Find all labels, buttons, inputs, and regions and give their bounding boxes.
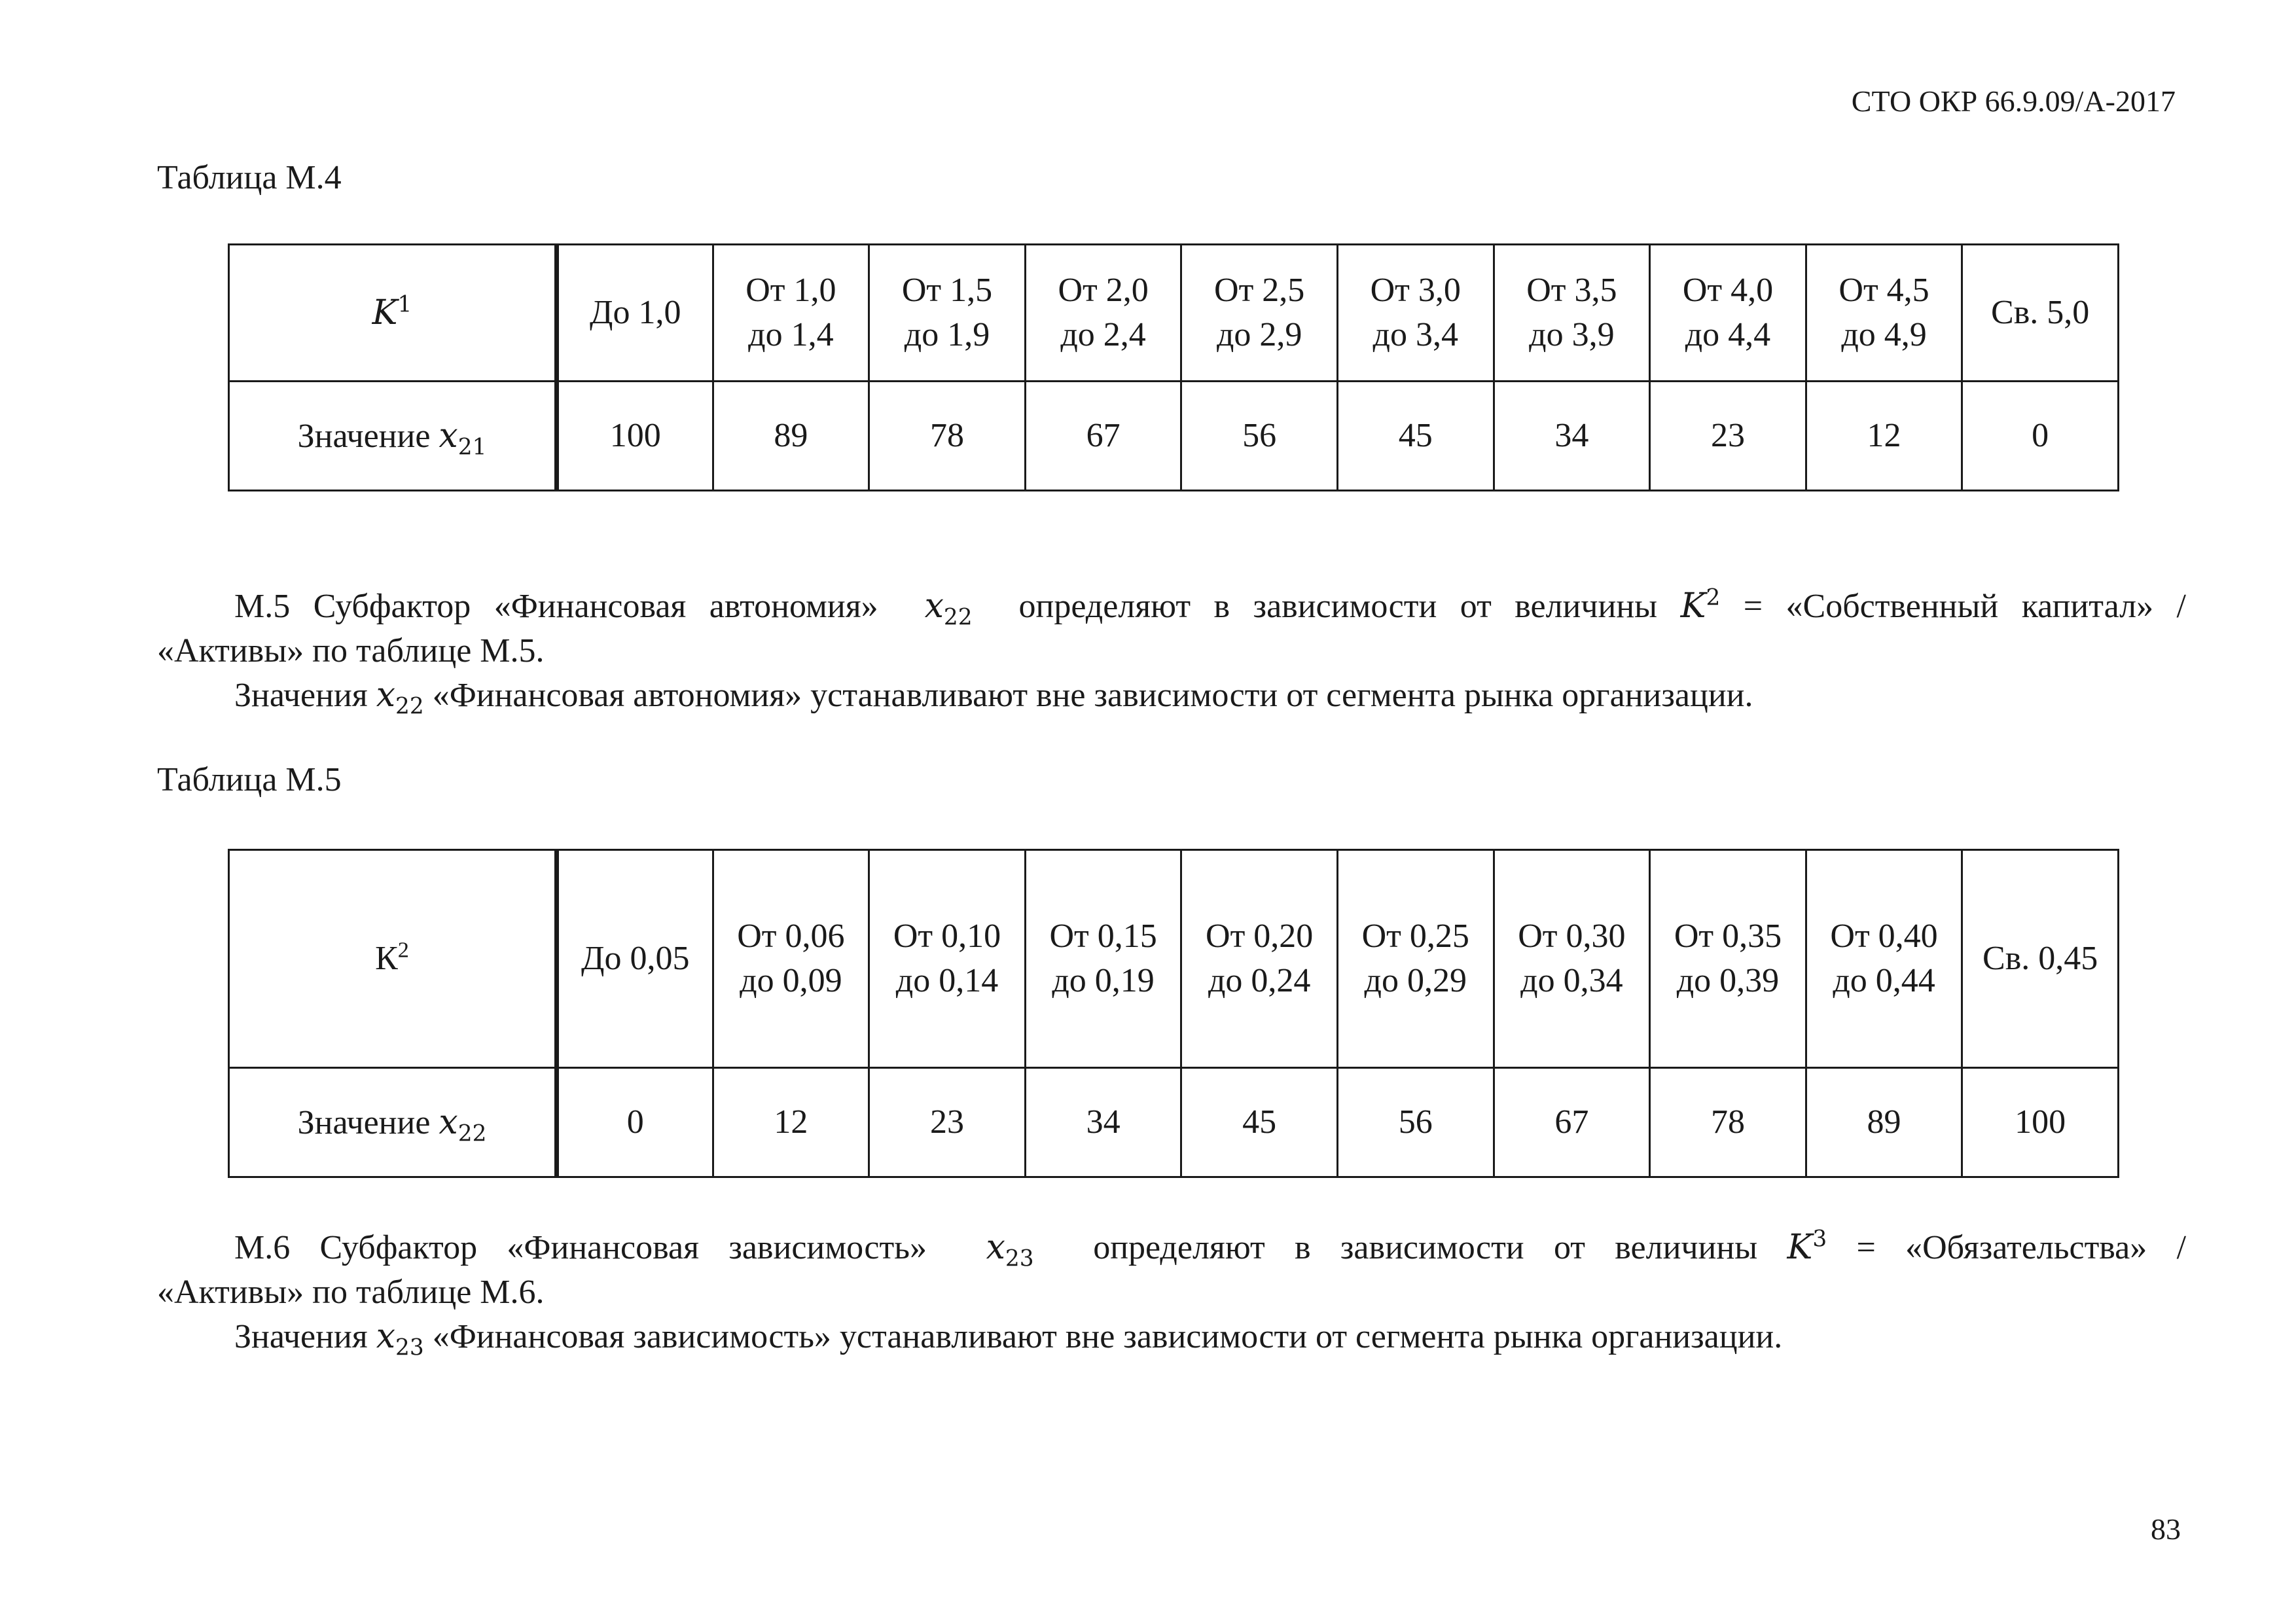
k3-symbol: K xyxy=(1787,1228,1813,1267)
range-line: До 1,0 xyxy=(590,294,681,331)
range-line: От 0,15 xyxy=(1049,918,1157,955)
range-line: От 0,25 xyxy=(1361,918,1469,955)
paragraph-m5 xyxy=(157,584,2186,673)
table-m5-header-cell xyxy=(229,850,557,1068)
k2-superscript: 2 xyxy=(397,937,409,963)
paragraph-text: определяют в зависимости от величины xyxy=(1093,1229,1758,1266)
range-line: От 0,06 xyxy=(737,918,845,955)
table-cell xyxy=(1181,850,1338,1068)
x22-symbol: x xyxy=(439,1102,458,1142)
range-line: до 1,9 xyxy=(904,316,990,353)
range-line: до 4,4 xyxy=(1685,316,1771,353)
paragraph-line xyxy=(157,1314,2186,1359)
document-code: СТО ОКР 66.9.09/А-2017 xyxy=(1851,84,2176,118)
range-line: От 2,5 xyxy=(1214,272,1305,309)
table-cell xyxy=(1025,245,1181,382)
range-line: От 3,0 xyxy=(1370,272,1461,309)
table-row xyxy=(229,850,2119,1068)
table-cell xyxy=(1806,850,1962,1068)
paragraph-line: «Активы» по таблице М.6. xyxy=(157,1274,545,1311)
table-cell xyxy=(1337,850,1494,1068)
x21-subscript: 21 xyxy=(457,433,487,460)
table-cell xyxy=(869,245,1026,382)
table-cell: 89 xyxy=(713,382,869,491)
x22-subscript: 22 xyxy=(943,604,973,631)
range-line: до 0,39 xyxy=(1676,962,1780,999)
table-cell xyxy=(1337,245,1494,382)
table-cell: 0 xyxy=(557,1068,713,1177)
range-line: до 2,9 xyxy=(1216,316,1302,353)
range-line: До 0,05 xyxy=(581,940,690,977)
table-cell: 100 xyxy=(557,382,713,491)
x23-symbol: x xyxy=(376,1317,396,1356)
table-cell: 12 xyxy=(713,1068,869,1177)
paragraph-line xyxy=(157,584,2186,629)
range-line: до 4,9 xyxy=(1841,316,1927,353)
range-line: до 0,34 xyxy=(1520,962,1623,999)
table-cell xyxy=(1025,850,1181,1068)
table-cell: 34 xyxy=(1025,1068,1181,1177)
table-cell: 23 xyxy=(869,1068,1026,1177)
range-line: Св. 0,45 xyxy=(1982,940,2098,977)
x22-subscript: 22 xyxy=(457,1120,487,1147)
table-cell xyxy=(1962,245,2119,382)
range-line: От 0,20 xyxy=(1206,918,1314,955)
page-number: 83 xyxy=(2151,1512,2181,1546)
paragraph-line: «Активы» по таблице М.5. xyxy=(157,632,545,669)
range-line: От 4,0 xyxy=(1682,272,1774,309)
table-m5-caption: Таблица М.5 xyxy=(157,761,342,798)
paragraph-text: «Финансовая автономия» устанавливают вне зависимости от сегмента рынка организации. xyxy=(432,677,1753,714)
table-cell: 56 xyxy=(1337,1068,1494,1177)
table-cell xyxy=(1181,245,1338,382)
table-cell: 23 xyxy=(1650,382,1806,491)
paragraph-text: = «Собственный капитал» / xyxy=(1743,588,2186,625)
table-cell xyxy=(1494,850,1650,1068)
table-cell: 100 xyxy=(1962,1068,2119,1177)
table-cell xyxy=(557,850,713,1068)
paragraph-text: Значения xyxy=(234,677,368,714)
range-line: От 0,40 xyxy=(1830,918,1938,955)
value-label-text: Значение xyxy=(297,1103,431,1141)
x23-subscript: 23 xyxy=(1005,1245,1034,1272)
range-line: до 1,4 xyxy=(748,316,834,353)
range-line: до 0,14 xyxy=(895,962,999,999)
table-cell: 0 xyxy=(1962,382,2119,491)
table-cell xyxy=(869,850,1026,1068)
table-m5-value-label xyxy=(229,1068,557,1177)
table-cell: 34 xyxy=(1494,382,1650,491)
range-line: От 2,0 xyxy=(1058,272,1149,309)
k1-symbol: K xyxy=(372,293,398,332)
table-m4 xyxy=(228,243,2119,491)
range-line: до 0,09 xyxy=(740,962,842,999)
paragraph-line xyxy=(157,673,2186,718)
x22-symbol: x xyxy=(376,675,396,715)
table-cell xyxy=(1962,850,2119,1068)
x22-subscript: 22 xyxy=(395,693,424,720)
table-cell: 45 xyxy=(1181,1068,1338,1177)
table-cell xyxy=(713,850,869,1068)
table-row xyxy=(229,1068,2119,1177)
range-line: до 0,29 xyxy=(1364,962,1467,999)
x23-subscript: 23 xyxy=(395,1334,424,1361)
k1-superscript: 1 xyxy=(397,291,412,318)
table-m4-value-label xyxy=(229,382,557,491)
table-cell xyxy=(557,245,713,382)
paragraph-line xyxy=(157,1225,2186,1270)
paragraph-text: М.5 Субфактор «Финансовая автономия» xyxy=(234,588,878,625)
k3-superscript: 3 xyxy=(1812,1226,1827,1253)
table-cell: 45 xyxy=(1337,382,1494,491)
paragraph-text: «Финансовая зависимость» устанавливают вне зависимости от сегмента рынка организации. xyxy=(432,1318,1783,1355)
range-line: до 3,9 xyxy=(1529,316,1615,353)
range-line: От 0,35 xyxy=(1674,918,1782,955)
table-row xyxy=(229,245,2119,382)
range-line: до 0,44 xyxy=(1833,962,1935,999)
table-cell xyxy=(1494,245,1650,382)
table-cell: 67 xyxy=(1494,1068,1650,1177)
range-line: до 3,4 xyxy=(1372,316,1458,353)
k2-superscript: 2 xyxy=(1706,584,1721,611)
table-cell xyxy=(1806,245,1962,382)
paragraph-text: М.6 Субфактор «Финансовая зависимость» xyxy=(234,1229,927,1266)
table-cell xyxy=(1650,245,1806,382)
range-line: до 2,4 xyxy=(1060,316,1146,353)
x21-symbol: x xyxy=(439,416,458,455)
x22-symbol: x xyxy=(924,586,944,626)
x23-symbol: x xyxy=(986,1228,1005,1267)
paragraph-text: определяют в зависимости от величины xyxy=(1018,588,1658,625)
table-m5 xyxy=(228,849,2119,1178)
range-line: От 0,10 xyxy=(893,918,1001,955)
range-line: От 0,30 xyxy=(1518,918,1626,955)
table-cell xyxy=(1650,850,1806,1068)
range-line: до 0,19 xyxy=(1052,962,1155,999)
table-cell: 78 xyxy=(1650,1068,1806,1177)
paragraph-text: Значения xyxy=(234,1318,368,1355)
table-cell: 12 xyxy=(1806,382,1962,491)
table-cell: 78 xyxy=(869,382,1026,491)
table-m4-header-cell xyxy=(229,245,557,382)
paragraph-m6-values xyxy=(157,1314,2186,1359)
range-line: От 1,5 xyxy=(901,272,993,309)
range-line: От 4,5 xyxy=(1839,272,1929,309)
value-label-text: Значение xyxy=(297,417,431,455)
range-line: От 3,5 xyxy=(1526,272,1617,309)
table-m4-caption: Таблица М.4 xyxy=(157,159,342,196)
k2-symbol: K xyxy=(1680,586,1706,626)
paragraph-m5-values xyxy=(157,673,2186,718)
table-cell: 56 xyxy=(1181,382,1338,491)
paragraph-m6 xyxy=(157,1225,2186,1315)
paragraph-text: = «Обязательства» / xyxy=(1856,1229,2187,1266)
range-line: до 0,24 xyxy=(1208,962,1311,999)
table-cell: 89 xyxy=(1806,1068,1962,1177)
range-line: Св. 5,0 xyxy=(1991,294,2090,331)
range-line: От 1,0 xyxy=(745,272,836,309)
table-cell: 67 xyxy=(1025,382,1181,491)
table-row xyxy=(229,382,2119,491)
table-cell xyxy=(713,245,869,382)
k2-symbol: К xyxy=(375,940,398,977)
